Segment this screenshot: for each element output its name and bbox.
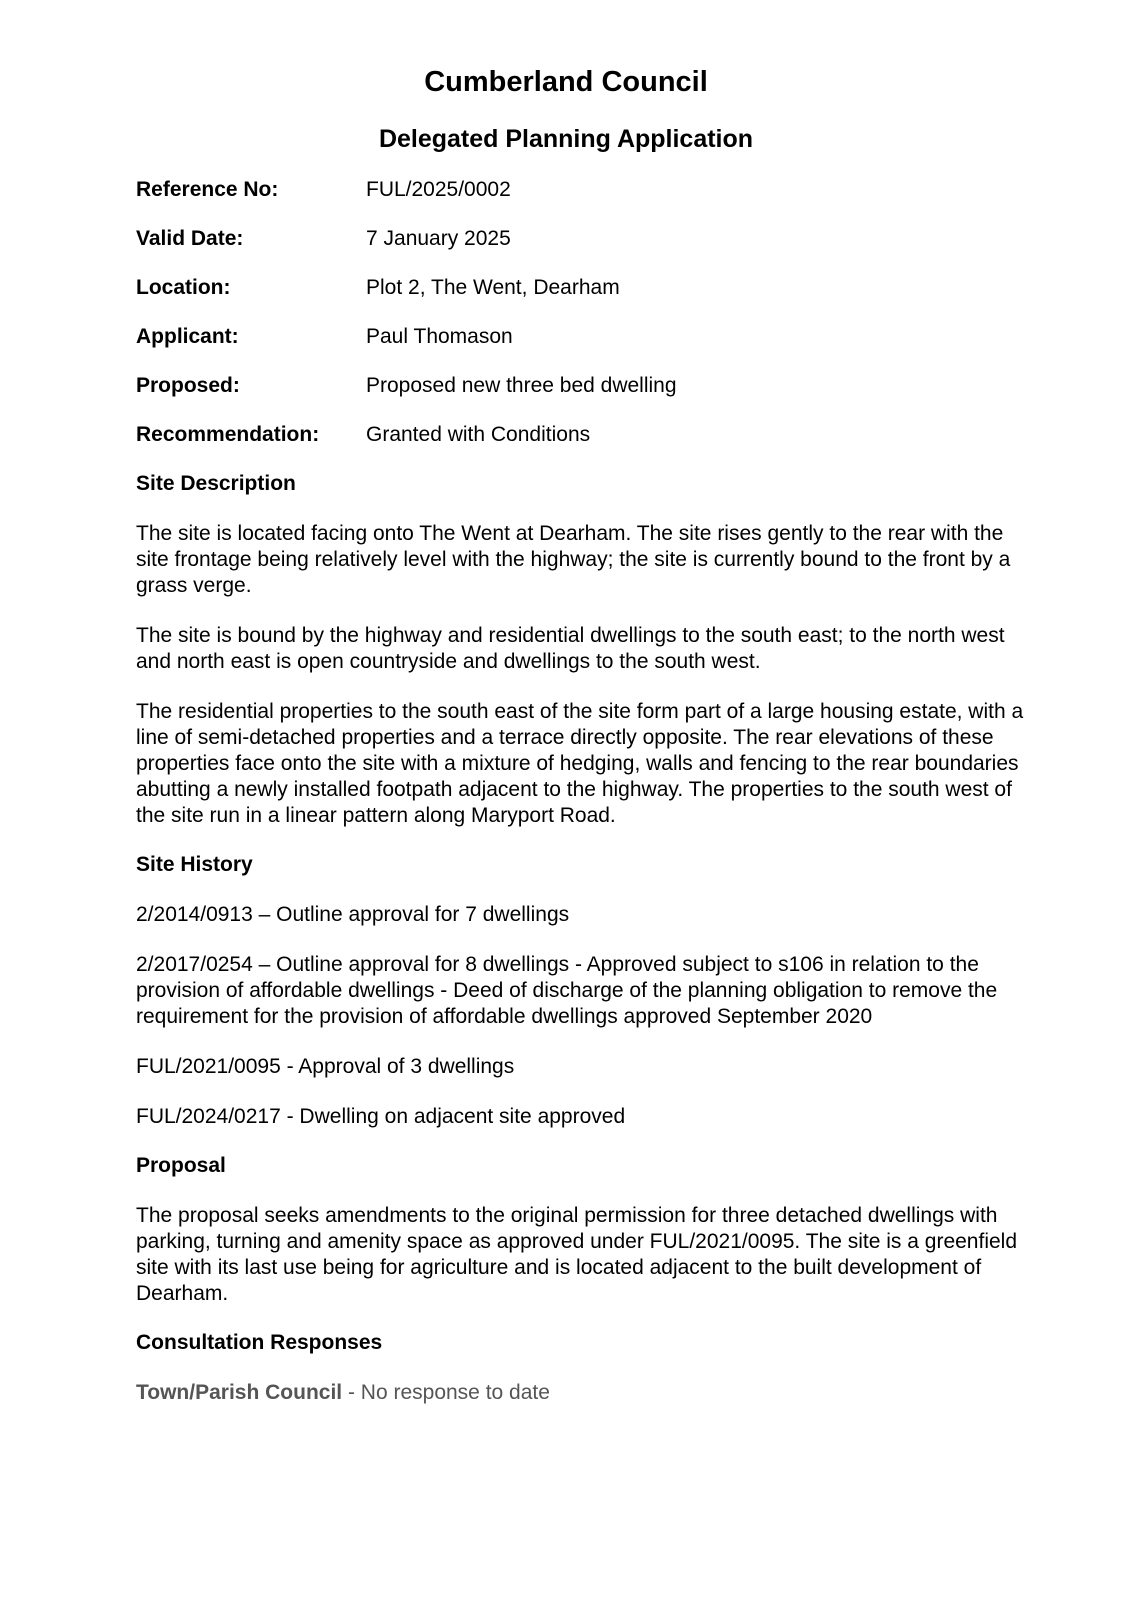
section-heading: Proposal xyxy=(136,1154,226,1177)
field-label: Valid Date: xyxy=(136,227,244,250)
field-value: Granted with Conditions xyxy=(366,423,591,446)
field-location xyxy=(136,276,1036,300)
field-label: Location: xyxy=(136,276,231,299)
proposal-section xyxy=(136,1154,1036,1307)
site-history-section xyxy=(136,853,1036,1130)
field-reference xyxy=(136,178,1036,202)
paragraph: The residential properties to the south east of the site form part of a large housing estate, with a line of semi-detached properties and a terrace directly opposite. The rear elevations of these properties face onto the site with a mixture of hedging, walls and fencing to the rear boundaries abutting a newly installed footpath adjacent to the highway. The properties to the south west of the site run in a linear pattern along Maryport Road. xyxy=(136,700,1024,827)
site-description-section xyxy=(136,472,1036,829)
field-value: Plot 2, The Went, Dearham xyxy=(366,276,620,299)
section-heading: Site Description xyxy=(136,472,296,495)
history-item: 2/2014/0913 – Outline approval for 7 dwellings xyxy=(136,903,570,926)
council-name: Cumberland Council xyxy=(424,66,708,98)
history-item: FUL/2024/0217 - Dwelling on adjacent site approved xyxy=(136,1105,626,1128)
field-label: Proposed: xyxy=(136,374,240,397)
field-label: Applicant: xyxy=(136,325,239,348)
field-value: FUL/2025/0002 xyxy=(366,178,511,201)
consultation-town-parish xyxy=(136,1380,1036,1406)
document-title: Delegated Planning Application xyxy=(378,125,754,153)
field-value: Proposed new three bed dwelling xyxy=(366,374,677,397)
field-label: Recommendation: xyxy=(136,423,320,446)
history-item: FUL/2021/0095 - Approval of 3 dwellings xyxy=(136,1055,515,1078)
paragraph: The site is bound by the highway and residential dwellings to the south east; to the north west and north east is open countryside and dwellings to the south west. xyxy=(136,624,1005,673)
consultee-name: Town/Parish Council xyxy=(136,1381,343,1404)
consultation-section xyxy=(136,1331,1036,1406)
document-body xyxy=(136,178,1036,1406)
field-value: 7 January 2025 xyxy=(366,227,511,250)
field-valid-date xyxy=(136,227,1036,251)
consultee-response: - No response to date xyxy=(342,1381,550,1404)
field-value: Paul Thomason xyxy=(366,325,513,348)
paragraph: The proposal seeks amendments to the original permission for three detached dwellings with parking, turning and amenity space as approved under FUL/2021/0095. The site is a greenfield site with its last use being for agriculture and is located adjacent to the built development of Dearham. xyxy=(136,1204,1018,1305)
field-recommendation xyxy=(136,423,1036,447)
application-details xyxy=(136,178,1036,447)
section-heading: Site History xyxy=(136,853,253,876)
field-proposed xyxy=(136,374,1036,398)
field-label: Reference No: xyxy=(136,178,279,201)
paragraph: The site is located facing onto The Went at Dearham. The site rises gently to the rear with the site frontage being relatively level with the highway; the site is currently bound to the front by a grass verge. xyxy=(136,522,1011,597)
field-applicant xyxy=(136,325,1036,349)
section-heading: Consultation Responses xyxy=(136,1331,383,1354)
history-item: 2/2017/0254 – Outline approval for 8 dwellings - Approved subject to s106 in relation to the provision of affordable dwellings - Deed of discharge of the planning obligation to remove the requirement for the provision of affordable dwellings approved September 2020 xyxy=(136,953,998,1028)
